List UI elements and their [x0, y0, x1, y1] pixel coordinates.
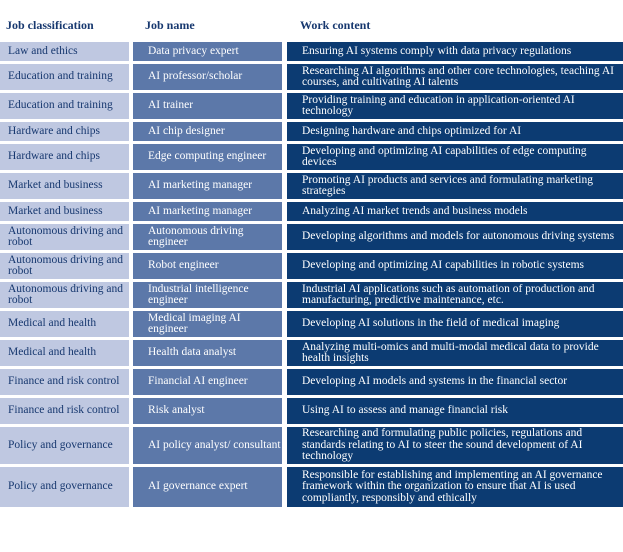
work-content-cell: Researching and formulating public policies, regulations and standards relating to AI to steer the sound development of AI technology: [287, 427, 623, 464]
job-name-cell: Edge computing engineer: [133, 144, 282, 170]
classification-cell: Market and business: [0, 173, 129, 199]
job-name-cell: Robot engineer: [133, 253, 282, 279]
classification-cell: Medical and health: [0, 311, 129, 337]
table-header: [0, 18, 623, 34]
work-content-cell: Ensuring AI systems comply with data privacy regulations: [287, 42, 623, 61]
job-name-cell: AI policy analyst/ consultant: [133, 427, 282, 464]
work-content-cell: Developing AI solutions in the field of medical imaging: [287, 311, 623, 337]
work-content-cell: Developing AI models and systems in the financial sector: [287, 369, 623, 395]
classification-cell: Autonomous driving and robot: [0, 224, 129, 250]
classification-cell: Finance and risk control: [0, 398, 129, 424]
work-content-cell: Analyzing AI market trends and business models: [287, 202, 623, 221]
classification-cell: Hardware and chips: [0, 144, 129, 170]
job-name-cell: Autonomous driving engineer: [133, 224, 282, 250]
work-content-cell: Researching AI algorithms and other core technologies, teaching AI courses, and cultivating AI talents: [287, 64, 623, 90]
work-content-cell: Designing hardware and chips optimized for AI: [287, 122, 623, 141]
table-row: [0, 64, 623, 90]
table-row: [0, 42, 623, 61]
table-row: [0, 253, 623, 279]
job-name-cell: Health data analyst: [133, 340, 282, 366]
table-row: [0, 122, 623, 141]
work-content-cell: Developing and optimizing AI capabilities of edge computing devices: [287, 144, 623, 170]
job-name-cell: Risk analyst: [133, 398, 282, 424]
job-name-cell: Medical imaging AI engineer: [133, 311, 282, 337]
work-content-cell: Developing and optimizing AI capabilities in robotic systems: [287, 253, 623, 279]
header-job-name: Job name: [145, 18, 195, 32]
table-row: [0, 467, 623, 507]
classification-cell: Finance and risk control: [0, 369, 129, 395]
job-name-cell: AI governance expert: [133, 467, 282, 507]
table-row: [0, 93, 623, 119]
job-name-cell: Financial AI engineer: [133, 369, 282, 395]
header-work-content: Work content: [300, 18, 371, 32]
classification-cell: Law and ethics: [0, 42, 129, 61]
classification-cell: Education and training: [0, 93, 129, 119]
job-name-cell: AI professor/scholar: [133, 64, 282, 90]
work-content-cell: Industrial AI applications such as automation of production and manufacturing, predictive maintenance, etc.: [287, 282, 623, 308]
table-row: [0, 369, 623, 395]
job-name-cell: Data privacy expert: [133, 42, 282, 61]
job-name-cell: AI trainer: [133, 93, 282, 119]
table-body: [0, 42, 623, 510]
classification-cell: Medical and health: [0, 340, 129, 366]
table-row: [0, 202, 623, 221]
header-job-classification: Job classification: [6, 18, 94, 32]
classification-cell: Autonomous driving and robot: [0, 282, 129, 308]
classification-cell: Education and training: [0, 64, 129, 90]
job-name-cell: AI marketing manager: [133, 173, 282, 199]
table-row: [0, 282, 623, 308]
work-content-cell: Developing algorithms and models for autonomous driving systems: [287, 224, 623, 250]
classification-cell: Market and business: [0, 202, 129, 221]
work-content-cell: Using AI to assess and manage financial risk: [287, 398, 623, 424]
table-row: [0, 224, 623, 250]
table-row: [0, 340, 623, 366]
table-row: [0, 427, 623, 464]
classification-cell: Policy and governance: [0, 467, 129, 507]
work-content-cell: Promoting AI products and services and formulating marketing strategies: [287, 173, 623, 199]
classification-cell: Hardware and chips: [0, 122, 129, 141]
table-row: [0, 398, 623, 424]
work-content-cell: Responsible for establishing and implementing an AI governance framework within the organization to ensure that AI is used compliantly, responsibly and ethically: [287, 467, 623, 507]
work-content-cell: Analyzing multi-omics and multi-modal medical data to provide health insights: [287, 340, 623, 366]
job-name-cell: AI chip designer: [133, 122, 282, 141]
table-row: [0, 144, 623, 170]
job-name-cell: Industrial intelligence engineer: [133, 282, 282, 308]
work-content-cell: Providing training and education in application-oriented AI technology: [287, 93, 623, 119]
job-name-cell: AI marketing manager: [133, 202, 282, 221]
classification-cell: Policy and governance: [0, 427, 129, 464]
table-row: [0, 311, 623, 337]
classification-cell: Autonomous driving and robot: [0, 253, 129, 279]
table-row: [0, 173, 623, 199]
